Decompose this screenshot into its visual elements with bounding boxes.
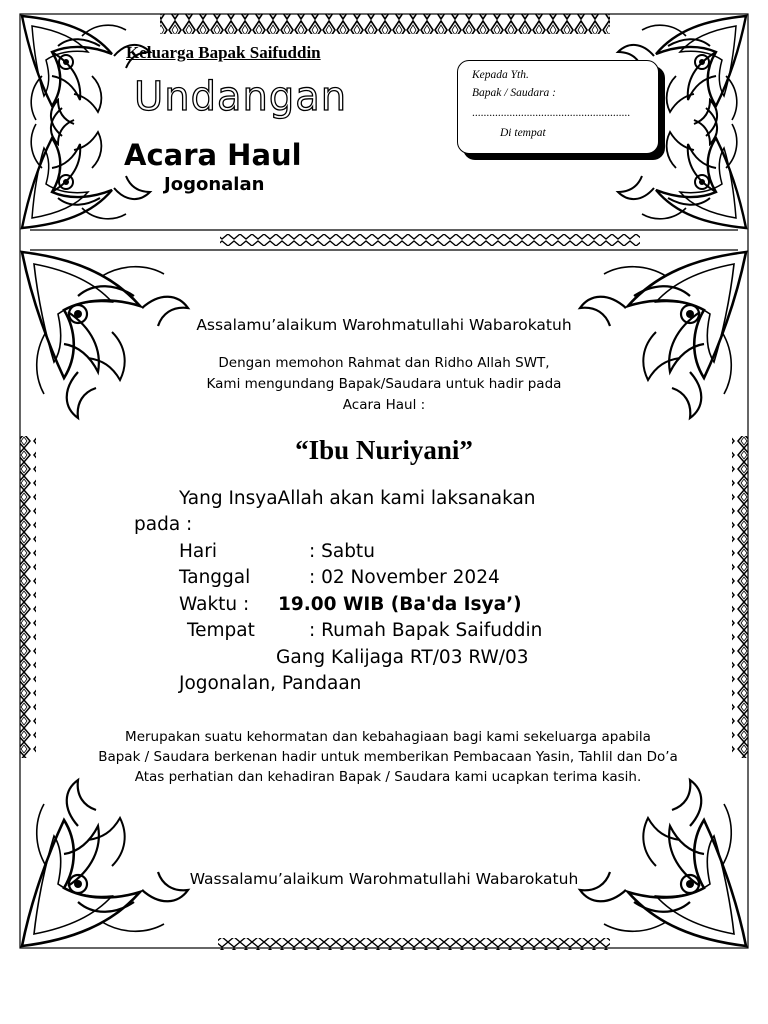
venue-line-3: Jogonalan, Pandaan — [179, 673, 362, 694]
address-location: Di tempat — [500, 127, 546, 139]
time-label: Waktu : — [179, 594, 250, 615]
schedule-lead-2: pada : — [134, 514, 193, 535]
honoree-name: “Ibu Nuriyani” — [295, 435, 473, 465]
address-blank-line: ....................................................... — [472, 107, 631, 119]
intro-line: Kami mengundang Bapak/Saudara untuk hadir pada — [206, 376, 562, 392]
date-value: : 02 November 2024 — [309, 567, 500, 588]
closing-paragraph: Merupakan suatu kehormatan dan kebahagiaan bagi kami sekeluarga apabila — [125, 729, 651, 745]
schedule-lead: Yang InsyaAllah akan kami laksanakan — [179, 488, 536, 509]
event-place: Jogonalan — [164, 174, 265, 195]
day-label: Hari — [179, 541, 217, 562]
invitation-title: Undangan — [134, 74, 348, 120]
time-value: 19.00 WIB (Ba'da Isya’) — [278, 594, 522, 615]
date-label: Tanggal — [179, 567, 251, 588]
intro-text — [0, 353, 768, 416]
address-to: Kepada Yth. — [472, 69, 529, 81]
greeting: Assalamu’alaikum Warohmatullahi Wabarokatuh — [196, 316, 572, 334]
venue-label: Tempat — [187, 620, 255, 641]
closing-text — [80, 727, 696, 787]
address-recipient: Bapak / Saudara : — [472, 87, 557, 99]
venue-line-2: Gang Kalijaga RT/03 RW/03 — [276, 647, 529, 668]
farewell: Wassalamu’alaikum Warohmatullahi Wabarokatuh — [189, 870, 579, 888]
closing-paragraph: Atas perhatian dan kehadiran Bapak / Saudara kami ucapkan terima kasih. — [134, 769, 642, 785]
venue-value: : Rumah Bapak Saifuddin — [309, 620, 543, 641]
closing-paragraph: Bapak / Saudara berkenan hadir untuk memberikan Pembacaan Yasin, Tahlil dan Do’a — [98, 749, 678, 765]
intro-line: Dengan memohon Rahmat dan Ridho Allah SWT, — [218, 355, 550, 371]
event-title: Acara Haul — [124, 138, 302, 172]
day-value: : Sabtu — [309, 541, 375, 562]
family-name: Keluarga Bapak Saifuddin — [126, 43, 321, 62]
address-box — [457, 60, 659, 154]
intro-line: Acara Haul : — [342, 397, 426, 413]
